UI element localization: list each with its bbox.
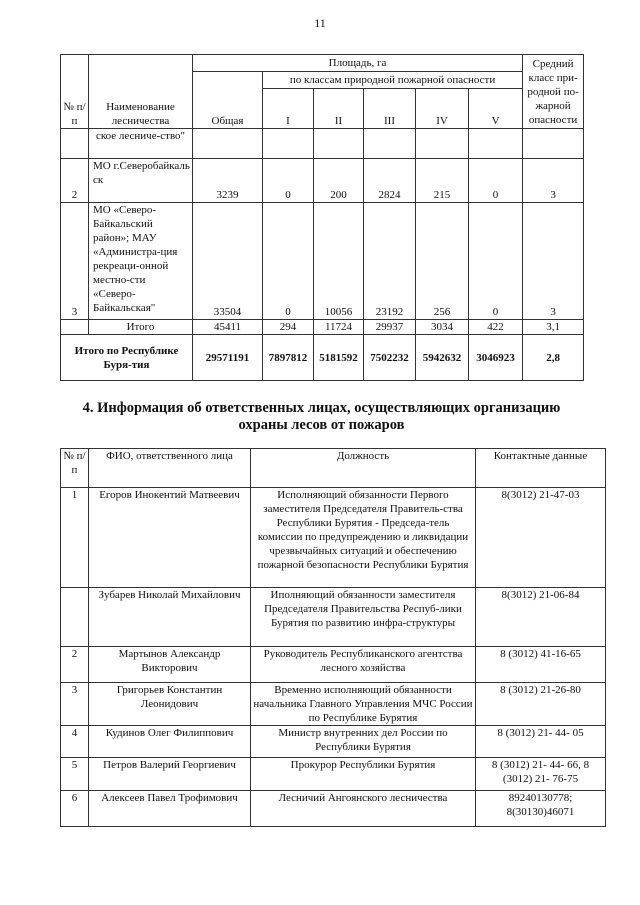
table-row: 5 Петров Валерий Георгиевич Прокурор Республики Бурятия 8 (3012) 21- 44- 66, 8 (3012) 21- 76-75 [61,758,606,791]
header-num: № п/п [61,55,89,129]
header-total-area: Общая [193,72,263,129]
table-row: Зубарев Николай Михайлович Иполняющий обязанности заместителя Председателя Правительства Респуб-лики Бурятия по развитию инфра-структуры 8(3012) 21-06-84 [61,588,606,647]
header-class-3: III [364,89,416,129]
header-person-name: ФИО, ответственного лица [89,449,251,488]
table-row: 2 МО г.Северобайкаль ск 3239 0 200 2824 215 0 3 [61,159,584,203]
header-hazard-classes: по классам природной пожарной опасности [263,72,523,89]
grand-total-row: Итого по Республике Буря-тия 29571191 7897812 5181592 7502232 5942632 3046923 2,8 [61,335,584,381]
header-num: № п/п [61,449,89,488]
forest-area-table [60,54,584,381]
header-class-2: II [314,89,364,129]
table-row: 3 МО «Северо-Байкальский район»; МАУ «Администра-ция рекреаци-онной местно-сти «Северо-Байкальская" 33504 0 10056 23192 256 0 3 [61,203,584,320]
table-row: 4 Кудинов Олег Филиппович Министр внутренних дел России по Республики Бурятия 8 (3012) 21- 44- 05 [61,726,606,758]
header-avg-class: Средний класс при-родной по-жарной опасности [523,55,584,129]
header-area: Площадь, га [193,55,523,72]
header-forestry-name: Наименование лесничества [89,55,193,129]
subtotal-row: Итого 45411 294 11724 29937 3034 422 3,1 [61,320,584,335]
header-contacts: Контактные данные [476,449,606,488]
continuation-forestry-name: ское лесниче-ство" [89,129,193,159]
table-row: 1 Егоров Инокентий Матвеевич Исполняющий обязанности Первого заместителя Председателя Правитель-ства Республики Бурятия - Председа-тель комиссии по предупреждению и ликвидации чрезвычайных ситуаций и обеспечению пожарной безопасности Республики Бурятия 8(3012) 21-47-03 [61,488,606,588]
table-row: 3 Григорьев Константин Леонидович Временно исполняющий обязанности начальника Главного Управления МЧС России по Республике Бурятия 8 (3012) 21-26-80 [61,683,606,726]
header-class-5: V [469,89,523,129]
page-number: 11 [314,16,326,30]
header-class-4: IV [416,89,469,129]
responsible-persons-table [60,448,606,827]
table-row: 2 Мартынов Александр Викторович Руководитель Республиканского агентства лесного хозяйства 8 (3012) 41-16-65 [61,647,606,683]
section-heading: 4. Информация об ответственных лицах, осуществляющих организацию охраны лесов от пожаров [82,400,561,433]
table-row: 6 Алексеев Павел Трофимович Лесничий Ангоянского лесничества 89240130778; 8(30130)46071 [61,791,606,827]
header-position: Должность [251,449,476,488]
header-class-1: I [263,89,314,129]
